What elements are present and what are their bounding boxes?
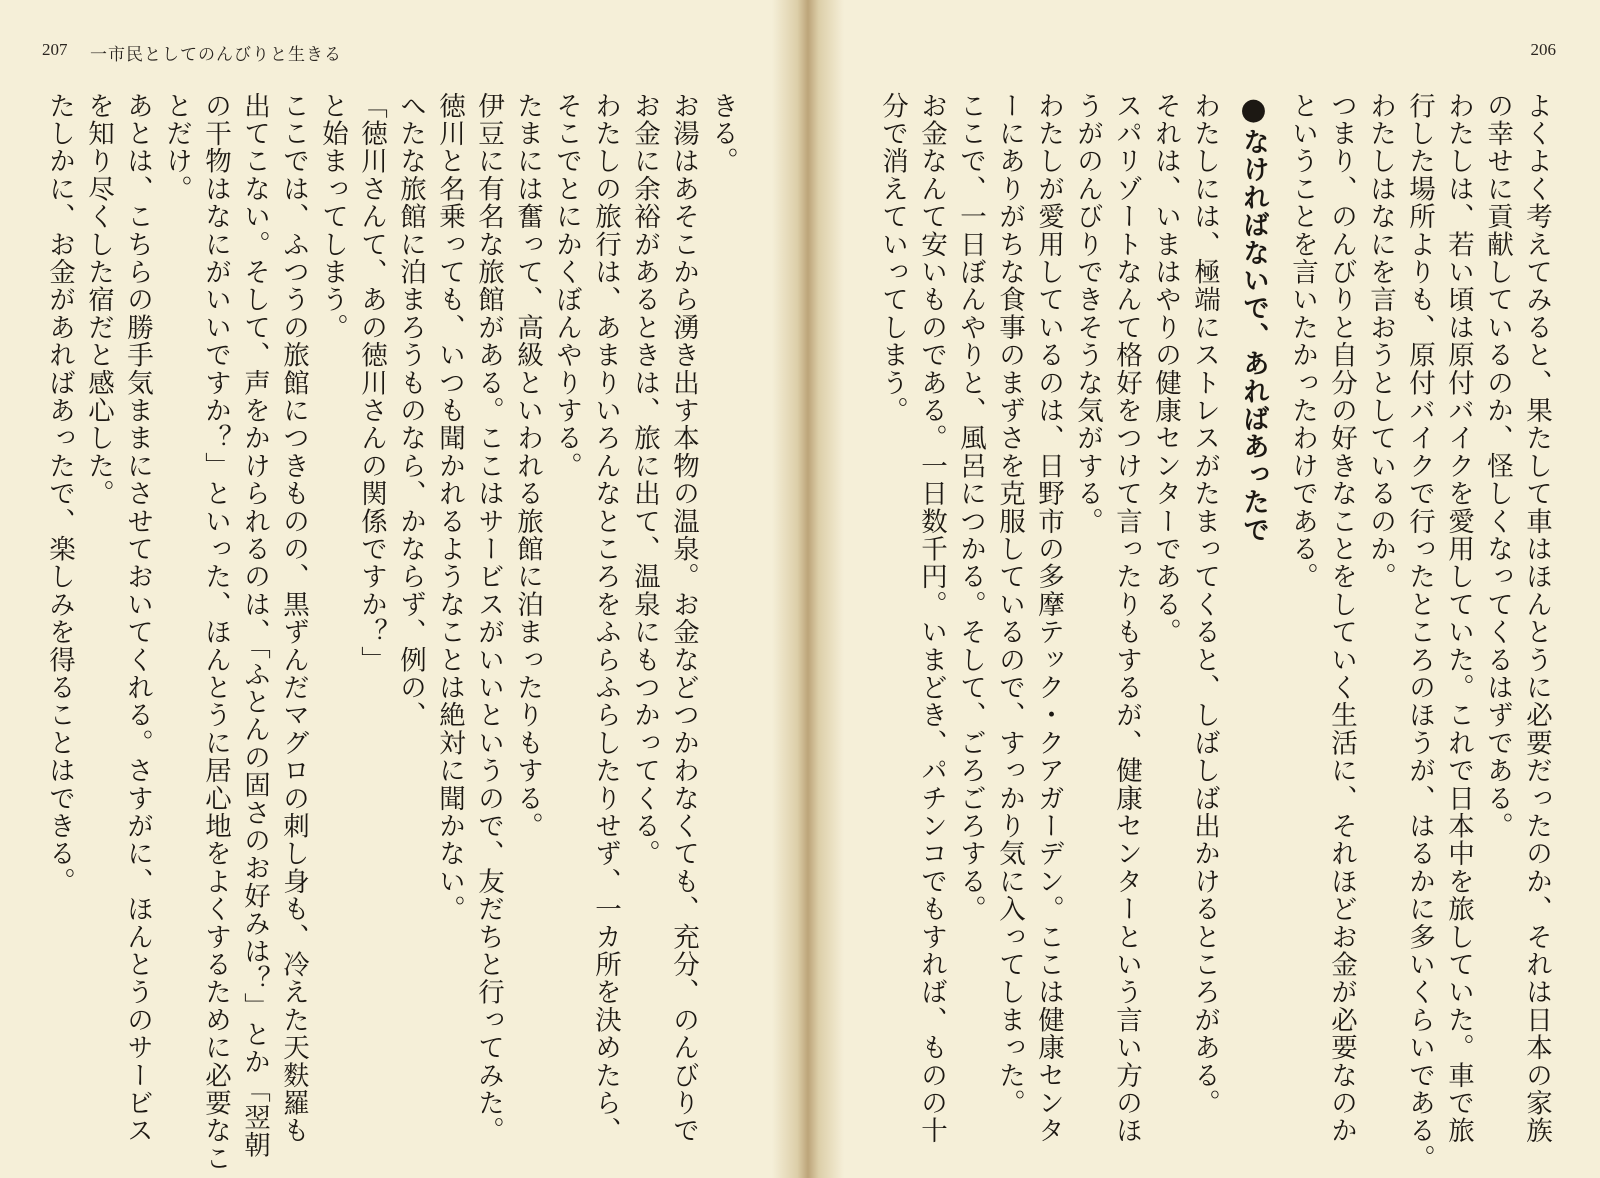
text-line: わたしはなにを言おうとしているのか。 <box>1365 92 1396 591</box>
text-line: を知り尽くした宿だと感心した。 <box>83 92 114 508</box>
text-line: とだけ。 <box>161 92 192 203</box>
running-head: 一市民としてのんびりと生きる <box>90 45 342 65</box>
text-line: お金なんて安いものである。一日数千円。いまどき、パチンコでもすれば、ものの十 <box>916 92 947 1145</box>
text-line: よくよく考えてみると、果たして車はほんとうに必要だったのか、それは日本の家族 <box>1521 92 1552 1145</box>
text-line: の干物はなにがいいですか？」といった、ほんとうに居心地をよくするために必要なこ <box>200 92 231 1173</box>
text-line: ということを言いたかったわけである。 <box>1287 92 1318 591</box>
text-line: ここでは、ふつうの旅館につきものの、黒ずんだマグロの刺し身も、冷えた天麩羅も <box>278 92 309 1145</box>
text-line: わたしの旅行は、あまりいろんなところをふらふらしたりせず、一カ所を決めたら、 <box>590 92 621 1145</box>
text-line: スパリゾートなんて格好をつけて言ったりもするが、健康センターという言い方のほ <box>1111 92 1142 1145</box>
page-number-left: 207 <box>42 40 68 59</box>
text-line: わたしが愛用しているのは、日野市の多摩テック・クアガーデン。ここは健康センタ <box>1033 92 1064 1145</box>
section-heading <box>1224 92 1283 1152</box>
text-line: たまには奮って、高級といわれる旅館に泊まったりもする。 <box>512 92 543 840</box>
text-line: うがのんびりできそうな気がする。 <box>1072 92 1103 536</box>
text-line: それは、いまはやりの健康センターである。 <box>1150 92 1181 646</box>
text-line: きる。 <box>707 92 738 176</box>
text-line: 行した場所よりも、原付バイクで行ったところのほうが、はるかに多いくらいである。 <box>1404 92 1435 1173</box>
text-line: あとは、こちらの勝手気ままにさせておいてくれる。さすがに、ほんとうのサービス <box>122 92 153 1145</box>
section-heading-text: なければないで、あればあったで <box>1238 128 1269 544</box>
text-line: と始まってしまう。 <box>317 92 348 342</box>
text-line: ここで、一日ぼんやりと、風呂につかる。そして、ごろごろする。 <box>955 92 986 923</box>
book-gutter <box>772 0 844 1178</box>
text-line: わたしには、極端にストレスがたまってくると、しばしば出かけるところがある。 <box>1189 92 1220 1117</box>
text-line: たしかに、お金があればあったで、楽しみを得ることはできる。 <box>44 92 75 896</box>
text-line: そこでとにかくぼんやりする。 <box>551 92 582 480</box>
right-page-body <box>846 92 1556 1173</box>
text-line: の幸せに貢献しているのか、怪しくなってくるはずである。 <box>1482 92 1513 840</box>
left-page-body <box>38 92 742 1173</box>
right-page <box>800 0 1600 1178</box>
text-line: 出てこない。そして、声をかけられるのは、「ふとんの固さのお好みは？」とか「翌朝 <box>239 92 270 1160</box>
text-line: 伊豆に有名な旅館がある。ここはサービスがいいというので、友だちと行ってみた。 <box>473 92 504 1145</box>
text-line: 徳川と名乗っても、いつも聞かれるようなことは絶対に聞かない。 <box>434 92 465 923</box>
text-line: わたしは、若い頃は原付バイクを愛用していた。これで日本中を旅していた。車で旅 <box>1443 92 1474 1145</box>
text-line: ーにありがちな食事のまずさを克服しているので、すっかり気に入ってしまった。 <box>994 92 1025 1117</box>
text-line: へたな旅館に泊まろうものなら、かならず、例の、 <box>395 92 426 730</box>
text-line: 「徳川さんて、あの徳川さんの関係ですか？」 <box>356 92 387 674</box>
text-line: お金に余裕があるときは、旅に出て、温泉にもつかってくる。 <box>629 92 660 868</box>
bullet-icon: ● <box>1236 92 1271 129</box>
text-line: お湯はあそこから湧き出す本物の温泉。お金などつかわなくても、充分、のんびりで <box>668 92 699 1145</box>
text-line: つまり、のんびりと自分の好きなことをしていく生活に、それほどお金が必要なのか <box>1326 92 1357 1145</box>
page-number-right: 206 <box>1530 40 1556 59</box>
text-line: 分で消えていってしまう。 <box>877 92 908 425</box>
